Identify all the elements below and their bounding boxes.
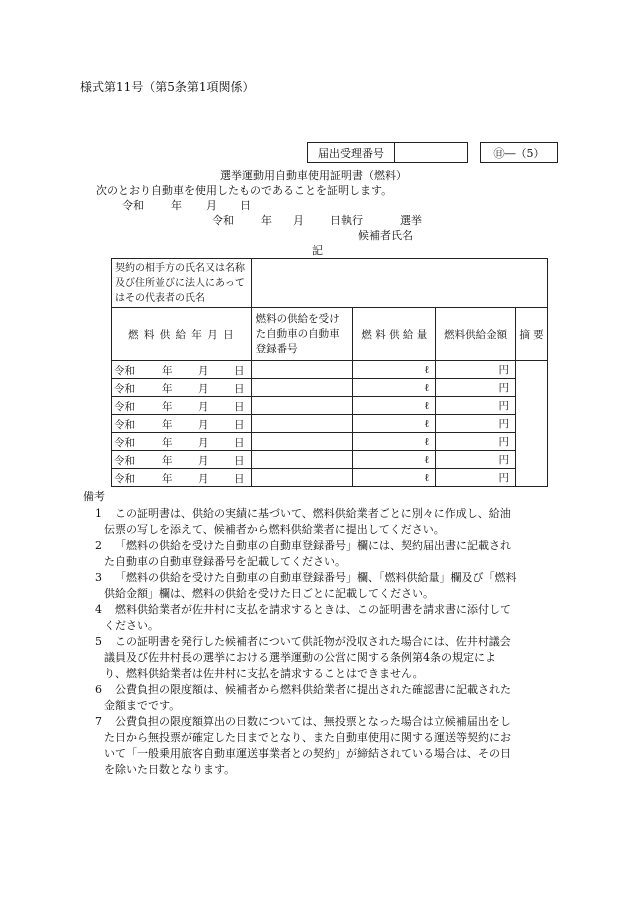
amount-cell[interactable]: ℓ — [353, 451, 436, 469]
election-mark-icon: ㊐ — [493, 146, 505, 160]
amount-cell[interactable]: ℓ — [353, 433, 436, 451]
receipt-code-cell — [481, 143, 558, 163]
receipt-number-value[interactable] — [395, 143, 468, 163]
table-row — [112, 397, 548, 415]
contract-party-label: 契約の相手方の氏名又は名称及び住所並びに法人にあってはその代表者の氏名 — [112, 259, 252, 308]
col-supply-price: 燃料供給金額 — [436, 308, 516, 361]
price-cell[interactable]: 円 — [436, 361, 516, 379]
col-supply-date: 燃 料 供 給 年 月 日 — [112, 308, 252, 361]
supply-date-cell[interactable]: 令和 年 月 日 — [112, 469, 252, 487]
amount-cell[interactable]: ℓ — [353, 415, 436, 433]
amount-cell[interactable]: ℓ — [353, 469, 436, 487]
amount-cell[interactable]: ℓ — [353, 397, 436, 415]
registration-cell[interactable] — [251, 361, 353, 379]
price-cell[interactable]: 円 — [436, 451, 516, 469]
statement-text: 次のとおり自動車を使用したものであることを証明します。 — [96, 184, 393, 197]
price-cell[interactable]: 円 — [436, 433, 516, 451]
receipt-number-table — [307, 142, 558, 163]
form-number: 様式第11号（第5条第1項関係） — [80, 80, 255, 94]
receipt-number-label: 届出受理番号 — [308, 143, 395, 163]
registration-cell[interactable] — [251, 451, 353, 469]
col-supply-amount: 燃 料 供 給 量 — [353, 308, 436, 361]
col-registration-number: 燃料の供給を受けた自動車の自動車登録番号 — [251, 308, 353, 361]
receipt-code-suffix: ―（5） — [504, 146, 545, 160]
supply-date-cell[interactable]: 令和 年 月 日 — [112, 361, 252, 379]
table-row — [112, 415, 548, 433]
registration-cell[interactable] — [251, 397, 353, 415]
table-row — [112, 433, 548, 451]
price-cell[interactable]: 円 — [436, 397, 516, 415]
price-cell[interactable]: 円 — [436, 469, 516, 487]
supply-date-cell[interactable]: 令和 年 月 日 — [112, 379, 252, 397]
table-row — [112, 469, 548, 487]
registration-cell[interactable] — [251, 433, 353, 451]
price-cell[interactable]: 円 — [436, 379, 516, 397]
remarks-cell[interactable] — [516, 361, 548, 487]
supply-date-cell[interactable]: 令和 年 月 日 — [112, 415, 252, 433]
col-remarks: 摘 要 — [516, 308, 548, 361]
supply-date-cell[interactable]: 令和 年 月 日 — [112, 397, 252, 415]
fuel-supply-table — [111, 258, 548, 487]
ki-heading: 記 — [312, 244, 323, 257]
price-cell[interactable]: 円 — [436, 415, 516, 433]
registration-cell[interactable] — [251, 469, 353, 487]
candidate-name-label: 候補者氏名 — [358, 229, 413, 242]
supply-date-cell[interactable]: 令和 年 月 日 — [112, 433, 252, 451]
remarks-heading: 備考 — [83, 490, 105, 503]
registration-cell[interactable] — [251, 379, 353, 397]
table-row — [112, 379, 548, 397]
contract-party-value[interactable] — [251, 259, 547, 308]
table-row — [112, 361, 548, 379]
amount-cell[interactable]: ℓ — [353, 361, 436, 379]
registration-cell[interactable] — [251, 415, 353, 433]
amount-cell[interactable]: ℓ — [353, 379, 436, 397]
document-title: 選挙運動用自動車使用証明書（燃料） — [220, 169, 407, 182]
supply-date-cell[interactable]: 令和 年 月 日 — [112, 451, 252, 469]
table-row — [112, 451, 548, 469]
